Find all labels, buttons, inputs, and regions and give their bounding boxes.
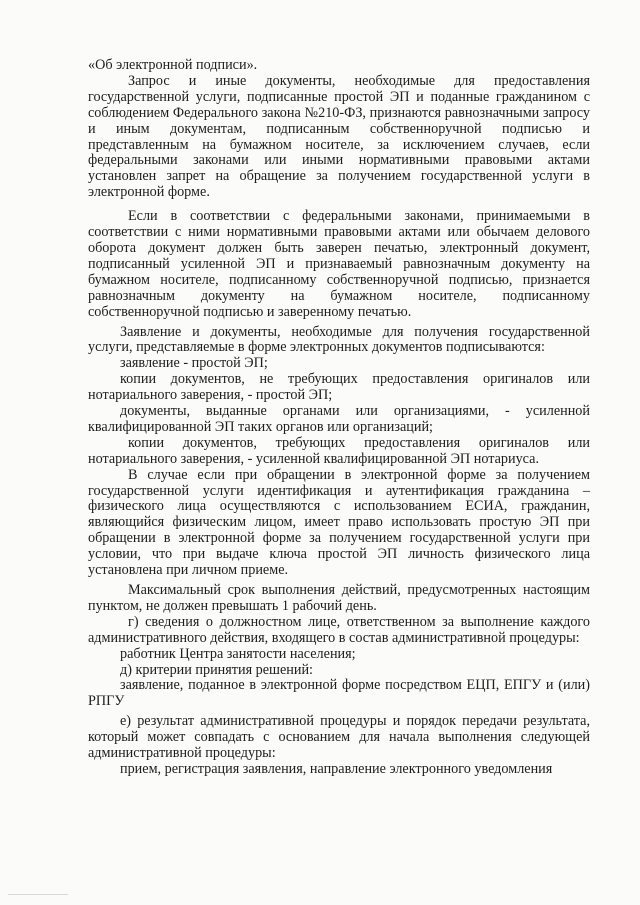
- paragraph-signing-rules: Заявление и документы, необходимые для получения государственной услуги, представляемые в форме электронных документов подписываются:: [88, 323, 590, 356]
- paragraph-max-duration: Максимальный срок выполнения действий, предусмотренных настоящим пунктом, не должен превышать 1 рабочий день.: [88, 582, 590, 614]
- document-body: [88, 58, 590, 778]
- paragraph-result-value: прием, регистрация заявления, направление электронного уведомления: [120, 760, 553, 777]
- paragraph-result: е) результат административной процедуры и порядок передачи результата, который может совпадать с основанием для начала выполнения следующей административной процедуры:: [88, 713, 590, 762]
- paragraph-esia: В случае если при обращении в электронной форме за получением государственной услуги идентификация и аутентификация гражданина – физического лица осуществляются с использованием ЕСИА, гражданин, являющийся физическим лицом, имеет право использовать простую ЭП при обращении в электронной форме за получением государственной услуги при условии, что при выдаче ключа простой ЭП личность физического лица установлена при личном приеме.: [88, 466, 590, 579]
- scan-edge-mark: [8, 894, 68, 895]
- list-item-issued-documents: документы, выданные органами или организациями, - усиленной квалифицированной ЭП таких органов или организаций;: [88, 403, 590, 435]
- paragraph-responsible-person: г) сведения о должностном лице, ответственном за выполнение каждого административного действия, входящего в состав административной процедуры:: [88, 613, 590, 646]
- paragraph-decision-criteria: д) критерии принятия решений:: [120, 661, 313, 678]
- list-item-copies-simple: копии документов, не требующих предоставления оригиналов или нотариального заверения, - простой ЭП;: [88, 371, 590, 404]
- paragraph-criteria-value: заявление, поданное в электронной форме посредством ЕЦП, ЕПГУ и (или) РПГУ: [88, 677, 590, 710]
- list-item-copies-notary: копии документов, требующих предоставления оригиналов или нотариального заверения, - усиленной квалифицированной ЭП нотариуса.: [88, 434, 590, 467]
- paragraph-employer: работник Центра занятости населения;: [120, 645, 356, 662]
- paragraph-simple-signature: Запрос и иные документы, необходимые для предоставления государственной услуги, подписанные простой ЭП и поданные гражданином с соблюдением Федерального закона №210-ФЗ, признаются равнозначными запросу и иным документам, подписанным собственноручной подписью и представленным на бумажном носителе, за исключением случаев, если федеральными законами или иными нормативными правовыми актами установлен запрет на обращение за получением государственной услуги в электронной форме.: [88, 72, 590, 201]
- paragraph-enhanced-signature: Если в соответствии с федеральными законами, принимаемыми в соответствии с ними нормативными правовыми актами или обычаем делового оборота документ должен быть заверен печатью, электронный документ, подписанный усиленной ЭП и признаваемый равнозначным документу на бумажном носителе, подписанному собственноручной подписью, признается равнозначным документу на бумажном носителе, подписанному собственноручной подписью и заверенному печатью.: [88, 208, 590, 320]
- paragraph-law-reference: «Об электронной подписи».: [88, 57, 258, 73]
- list-item-application: заявление - простой ЭП;: [120, 355, 268, 372]
